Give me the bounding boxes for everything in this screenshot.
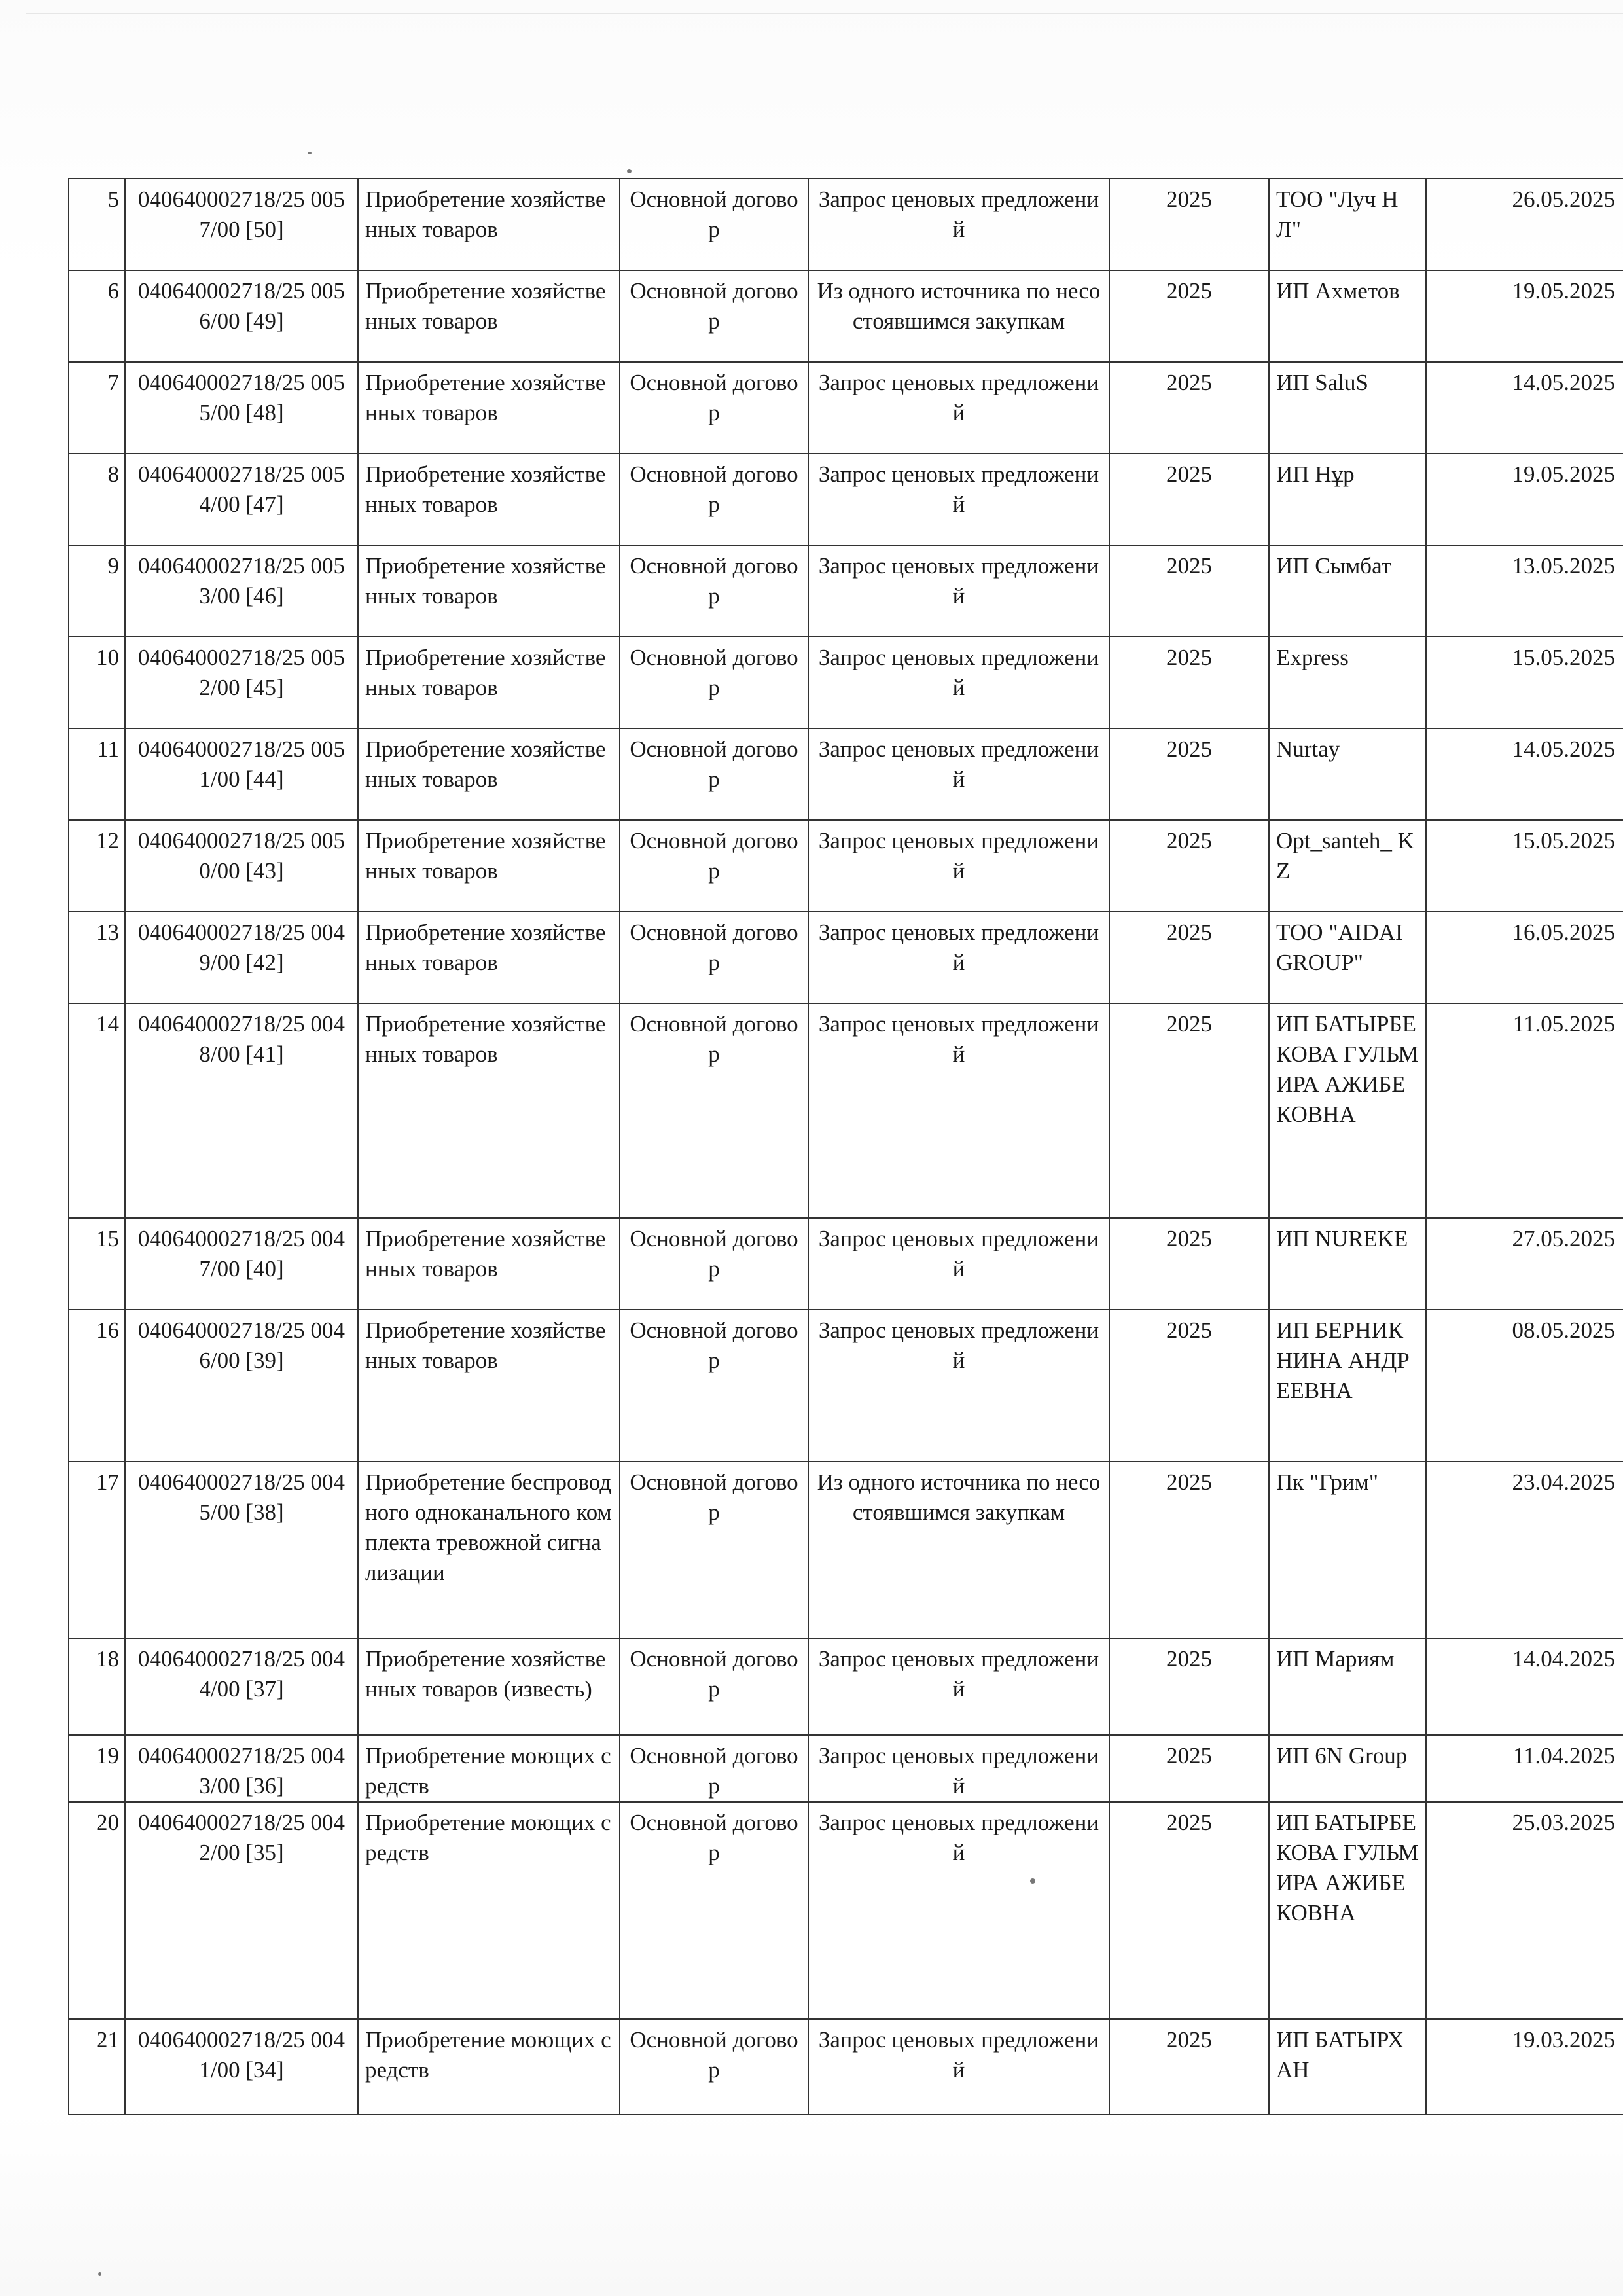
- row-number-cell: 14: [69, 1003, 125, 1218]
- contract-date-cell: 19.03.2025: [1426, 2019, 1623, 2115]
- contract-date-cell: 19.05.2025: [1426, 454, 1623, 545]
- procurement-subject-cell: Приобретение хозяйственных товаров: [358, 179, 620, 270]
- contract-code-cell: 040640002718/25 0048/00 [41]: [125, 1003, 358, 1218]
- contract-date-cell: 25.03.2025: [1426, 1802, 1623, 2019]
- supplier-cell: ИП Ахметов: [1269, 270, 1426, 362]
- scan-speck: [627, 169, 632, 173]
- contract-type-cell: Основной договор: [620, 362, 808, 454]
- contract-type-cell: Основной договор: [620, 1218, 808, 1310]
- contract-code-cell: 040640002718/25 0051/00 [44]: [125, 728, 358, 820]
- procurement-subject-cell: Приобретение моющих средств: [358, 2019, 620, 2115]
- year-cell: 2025: [1109, 728, 1269, 820]
- supplier-cell: Opt_santeh_ KZ: [1269, 820, 1426, 912]
- contract-type-cell: Основной договор: [620, 545, 808, 637]
- contract-date-cell: 13.05.2025: [1426, 545, 1623, 637]
- row-number-cell: 11: [69, 728, 125, 820]
- table-row: [69, 362, 1623, 454]
- supplier-cell: ТОО "Луч НЛ": [1269, 179, 1426, 270]
- supplier-cell: ИП Нұр: [1269, 454, 1426, 545]
- contract-type-cell: Основной договор: [620, 728, 808, 820]
- year-cell: 2025: [1109, 1218, 1269, 1310]
- row-number-cell: 16: [69, 1310, 125, 1462]
- procurement-method-cell: Запрос ценовых предложений: [808, 362, 1109, 454]
- supplier-cell: ТОО "AIDAI GROUP": [1269, 912, 1426, 1003]
- contract-code-cell: 040640002718/25 0054/00 [47]: [125, 454, 358, 545]
- procurement-subject-cell: Приобретение хозяйственных товаров: [358, 545, 620, 637]
- table-row: [69, 545, 1623, 637]
- table-row: [69, 1003, 1623, 1218]
- supplier-cell: ИП БЕРНИКНИНА АНДРЕЕВНА: [1269, 1310, 1426, 1462]
- contract-type-cell: Основной договор: [620, 1310, 808, 1462]
- contract-type-cell: Основной договор: [620, 1735, 808, 1802]
- contract-code-cell: 040640002718/25 0055/00 [48]: [125, 362, 358, 454]
- table-row: [69, 912, 1623, 1003]
- year-cell: 2025: [1109, 1003, 1269, 1218]
- year-cell: 2025: [1109, 179, 1269, 270]
- contract-type-cell: Основной договор: [620, 820, 808, 912]
- contract-type-cell: Основной договор: [620, 912, 808, 1003]
- table-row: [69, 1462, 1623, 1638]
- procurement-subject-cell: Приобретение хозяйственных товаров: [358, 820, 620, 912]
- procurement-subject-cell: Приобретение хозяйственных товаров: [358, 912, 620, 1003]
- contract-code-cell: 040640002718/25 0044/00 [37]: [125, 1638, 358, 1735]
- procurement-subject-cell: Приобретение хозяйственных товаров: [358, 637, 620, 728]
- row-number-cell: 12: [69, 820, 125, 912]
- procurement-subject-cell: Приобретение хозяйственных товаров: [358, 728, 620, 820]
- row-number-cell: 5: [69, 179, 125, 270]
- procurement-method-cell: Запрос ценовых предложений: [808, 545, 1109, 637]
- table-row: [69, 1638, 1623, 1735]
- row-number-cell: 9: [69, 545, 125, 637]
- contract-type-cell: Основной договор: [620, 1802, 808, 2019]
- contract-code-cell: 040640002718/25 0056/00 [49]: [125, 270, 358, 362]
- contract-date-cell: 14.05.2025: [1426, 362, 1623, 454]
- procurement-subject-cell: Приобретение хозяйственных товаров (известь): [358, 1638, 620, 1735]
- contract-type-cell: Основной договор: [620, 1462, 808, 1638]
- year-cell: 2025: [1109, 637, 1269, 728]
- procurement-method-cell: Запрос ценовых предложений: [808, 2019, 1109, 2115]
- contract-type-cell: Основной договор: [620, 637, 808, 728]
- contract-date-cell: 11.05.2025: [1426, 1003, 1623, 1218]
- row-number-cell: 8: [69, 454, 125, 545]
- year-cell: 2025: [1109, 1638, 1269, 1735]
- contract-code-cell: 040640002718/25 0042/00 [35]: [125, 1802, 358, 2019]
- procurement-subject-cell: Приобретение хозяйственных товаров: [358, 1003, 620, 1218]
- table-row: [69, 454, 1623, 545]
- supplier-cell: ИП Сымбат: [1269, 545, 1426, 637]
- procurement-subject-cell: Приобретение беспроводного одноканального комплекта тревожной сигнализации: [358, 1462, 620, 1638]
- contract-date-cell: 14.05.2025: [1426, 728, 1623, 820]
- procurement-method-cell: Запрос ценовых предложений: [808, 179, 1109, 270]
- year-cell: 2025: [1109, 1802, 1269, 2019]
- contract-type-cell: Основной договор: [620, 2019, 808, 2115]
- contract-code-cell: 040640002718/25 0052/00 [45]: [125, 637, 358, 728]
- contract-code-cell: 040640002718/25 0047/00 [40]: [125, 1218, 358, 1310]
- year-cell: 2025: [1109, 1735, 1269, 1802]
- contract-code-cell: 040640002718/25 0045/00 [38]: [125, 1462, 358, 1638]
- row-number-cell: 17: [69, 1462, 125, 1638]
- supplier-cell: ИП SaluS: [1269, 362, 1426, 454]
- table-row: [69, 1735, 1623, 1802]
- year-cell: 2025: [1109, 1462, 1269, 1638]
- procurement-method-cell: Запрос ценовых предложений: [808, 1638, 1109, 1735]
- procurement-method-cell: Из одного источника по несостоявшимся закупкам: [808, 1462, 1109, 1638]
- procurement-method-cell: Запрос ценовых предложений: [808, 1218, 1109, 1310]
- supplier-cell: ИП БАТЫРХАН: [1269, 2019, 1426, 2115]
- row-number-cell: 18: [69, 1638, 125, 1735]
- supplier-cell: Express: [1269, 637, 1426, 728]
- row-number-cell: 19: [69, 1735, 125, 1802]
- table-row: [69, 270, 1623, 362]
- contract-date-cell: 08.05.2025: [1426, 1310, 1623, 1462]
- contract-code-cell: 040640002718/25 0050/00 [43]: [125, 820, 358, 912]
- procurement-method-cell: Запрос ценовых предложений: [808, 637, 1109, 728]
- year-cell: 2025: [1109, 270, 1269, 362]
- contract-code-cell: 040640002718/25 0046/00 [39]: [125, 1310, 358, 1462]
- procurement-method-cell: Из одного источника по несостоявшимся закупкам: [808, 270, 1109, 362]
- contract-code-cell: 040640002718/25 0049/00 [42]: [125, 912, 358, 1003]
- contract-code-cell: 040640002718/25 0053/00 [46]: [125, 545, 358, 637]
- year-cell: 2025: [1109, 454, 1269, 545]
- row-number-cell: 7: [69, 362, 125, 454]
- scan-edge-line: [26, 13, 1623, 14]
- scan-speck: [308, 152, 312, 154]
- table-row: [69, 1310, 1623, 1462]
- contract-type-cell: Основной договор: [620, 179, 808, 270]
- table-row: [69, 728, 1623, 820]
- scan-speck: [1030, 1878, 1035, 1884]
- contract-code-cell: 040640002718/25 0057/00 [50]: [125, 179, 358, 270]
- row-number-cell: 13: [69, 912, 125, 1003]
- procurement-subject-cell: Приобретение хозяйственных товаров: [358, 1218, 620, 1310]
- contract-date-cell: 15.05.2025: [1426, 820, 1623, 912]
- procurement-method-cell: Запрос ценовых предложений: [808, 1802, 1109, 2019]
- contract-date-cell: 11.04.2025: [1426, 1735, 1623, 1802]
- supplier-cell: ИП 6N Group: [1269, 1735, 1426, 1802]
- year-cell: 2025: [1109, 1310, 1269, 1462]
- year-cell: 2025: [1109, 820, 1269, 912]
- procurement-subject-cell: Приобретение хозяйственных товаров: [358, 362, 620, 454]
- table-row: [69, 1218, 1623, 1310]
- row-number-cell: 21: [69, 2019, 125, 2115]
- supplier-cell: ИП БАТЫРБЕКОВА ГУЛЬМИРА АЖИБЕКОВНА: [1269, 1802, 1426, 2019]
- supplier-cell: ИП БАТЫРБЕКОВА ГУЛЬМИРА АЖИБЕКОВНА: [1269, 1003, 1426, 1218]
- contract-date-cell: 19.05.2025: [1426, 270, 1623, 362]
- year-cell: 2025: [1109, 545, 1269, 637]
- contract-date-cell: 27.05.2025: [1426, 1218, 1623, 1310]
- contract-type-cell: Основной договор: [620, 454, 808, 545]
- scan-speck: [98, 2272, 101, 2276]
- procurement-method-cell: Запрос ценовых предложений: [808, 1003, 1109, 1218]
- procurement-method-cell: Запрос ценовых предложений: [808, 820, 1109, 912]
- supplier-cell: ИП Мариям: [1269, 1638, 1426, 1735]
- contract-code-cell: 040640002718/25 0041/00 [34]: [125, 2019, 358, 2115]
- table-row: [69, 2019, 1623, 2115]
- procurement-subject-cell: Приобретение моющих средств: [358, 1735, 620, 1802]
- year-cell: 2025: [1109, 912, 1269, 1003]
- contract-type-cell: Основной договор: [620, 1003, 808, 1218]
- procurement-method-cell: Запрос ценовых предложений: [808, 1735, 1109, 1802]
- procurement-method-cell: Запрос ценовых предложений: [808, 728, 1109, 820]
- procurement-contracts-table: [68, 178, 1623, 2115]
- procurement-method-cell: Запрос ценовых предложений: [808, 454, 1109, 545]
- contract-date-cell: 14.04.2025: [1426, 1638, 1623, 1735]
- row-number-cell: 20: [69, 1802, 125, 2019]
- table-row: [69, 820, 1623, 912]
- table-row: [69, 1802, 1623, 2019]
- year-cell: 2025: [1109, 362, 1269, 454]
- procurement-method-cell: Запрос ценовых предложений: [808, 1310, 1109, 1462]
- table-row: [69, 637, 1623, 728]
- procurement-subject-cell: Приобретение хозяйственных товаров: [358, 270, 620, 362]
- procurement-subject-cell: Приобретение хозяйственных товаров: [358, 454, 620, 545]
- procurement-method-cell: Запрос ценовых предложений: [808, 912, 1109, 1003]
- contract-date-cell: 23.04.2025: [1426, 1462, 1623, 1638]
- procurement-subject-cell: Приобретение хозяйственных товаров: [358, 1310, 620, 1462]
- contract-date-cell: 15.05.2025: [1426, 637, 1623, 728]
- row-number-cell: 10: [69, 637, 125, 728]
- supplier-cell: Пк "Грим": [1269, 1462, 1426, 1638]
- table-row: [69, 179, 1623, 270]
- supplier-cell: Nurtay: [1269, 728, 1426, 820]
- contract-date-cell: 26.05.2025: [1426, 179, 1623, 270]
- contract-code-cell: 040640002718/25 0043/00 [36]: [125, 1735, 358, 1802]
- year-cell: 2025: [1109, 2019, 1269, 2115]
- row-number-cell: 15: [69, 1218, 125, 1310]
- supplier-cell: ИП NUREKE: [1269, 1218, 1426, 1310]
- contract-type-cell: Основной договор: [620, 1638, 808, 1735]
- contract-date-cell: 16.05.2025: [1426, 912, 1623, 1003]
- row-number-cell: 6: [69, 270, 125, 362]
- contract-type-cell: Основной договор: [620, 270, 808, 362]
- procurement-subject-cell: Приобретение моющих средств: [358, 1802, 620, 2019]
